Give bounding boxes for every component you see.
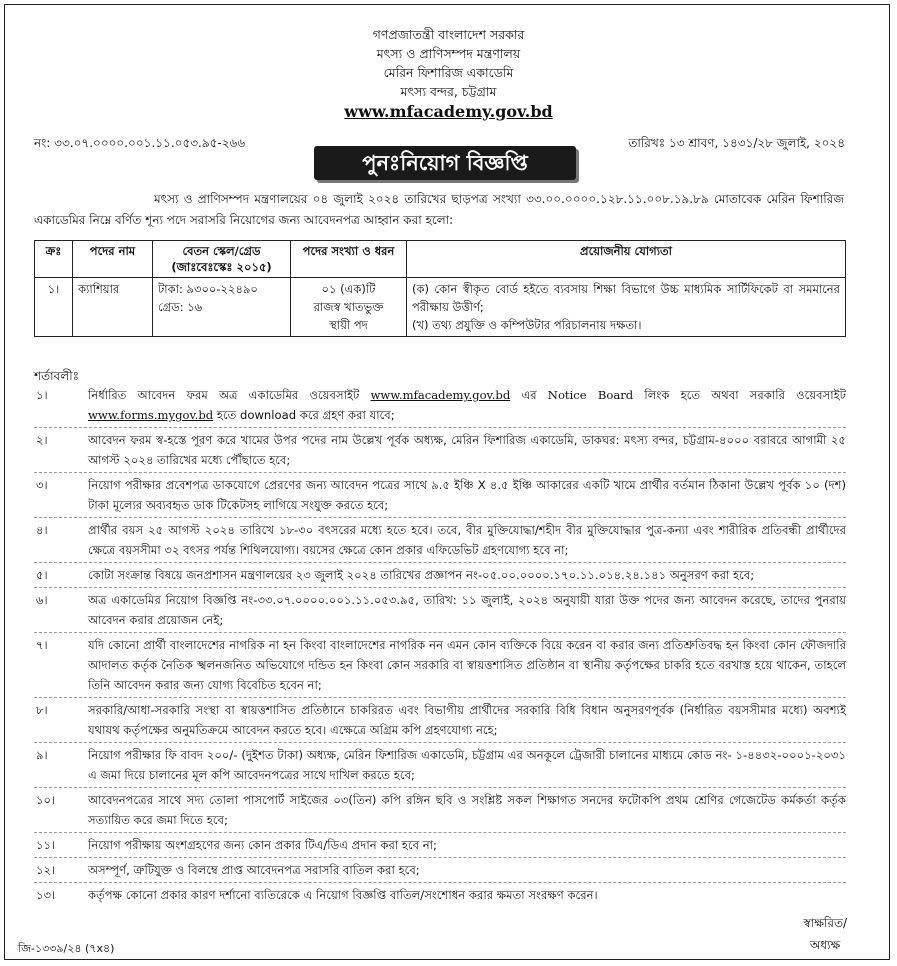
terms-heading: শর্তাবলীঃ bbox=[34, 369, 80, 383]
header-academy: মেরিন ফিশারিজ একাডেমি bbox=[383, 65, 514, 80]
list-item bbox=[34, 743, 846, 788]
term-text: আবেদনপত্রের সাথে সদ্য তোলা পাসপোর্ট সাইজের ০৩(তিন) কপি রঙ্গিন ছবি ও সংশ্লিষ্ট সকল শিক্ষাগত সনদের ফটোকপি প্রথম শ্রেণির গেজেটেড কর্মকর্তা কর্তৃক সত্যায়িত করে জমা দিতে হবে; bbox=[88, 793, 846, 827]
memo-number: নং: ৩৩.০৭.০০০০.০০১.১১.০৫৩.৯৫-২৬৬ bbox=[34, 136, 246, 150]
term-number: ২। bbox=[36, 433, 48, 447]
term-number: ৩। bbox=[36, 478, 48, 492]
term-text bbox=[88, 385, 846, 425]
term-text: প্রার্থীর বয়স ২৫ আগস্ট ২০২৪ তারিখে ১৮-৩০ বৎসরের মধ্যে হতে হবে। তবে, বীর মুক্তিযোদ্ধা/শহীদ বীর মুক্তিযোদ্ধার পুত্র-কন্যা এবং শারীরিক প্রতিবন্ধী প্রার্থীদের ক্ষেত্রে বয়সসীমা ৩২ বৎসর পর্যন্ত শিথিলযোগ্য। বয়সের ক্ষেত্রে কোন প্রকার এফিডেভিট গ্রহণযোগ্য হবে না; bbox=[88, 523, 846, 557]
header-website-link[interactable]: www.mfacademy.gov.bd bbox=[344, 102, 553, 121]
academy-website-link[interactable]: www.mfacademy.gov.bd bbox=[370, 388, 511, 402]
list-item bbox=[34, 833, 846, 858]
qualification-a: (ক) কোন স্বীকৃত বোর্ড হইতে ব্যবসায় শিক্ষা বিভাগে উচ্চ মাধ্যমিক সার্টিফিকেট বা সমমানের পরীক্ষায় উত্তীর্ণ; bbox=[412, 282, 840, 314]
list-item bbox=[34, 428, 846, 473]
term-text: অত্র একাডেমির নিয়োগ বিজ্ঞপ্তি নং-৩৩.০৭.০০০০.০০১.১১.০৫৩.৯৫, তারিখ: ১১ জুলাই, ২০২৪ অনুযায়ী যারা উক্ত পদের জন্য আবেদন করেছে, তাদের পুনরায় আবেদন করার প্রয়োজন নেই; bbox=[88, 593, 846, 627]
row-type-permanent: স্থায়ী পদ bbox=[329, 318, 368, 332]
row-count: ০১ (এক)টি bbox=[321, 282, 376, 296]
list-item bbox=[34, 563, 846, 588]
term-text: নিয়োগ পরীক্ষার প্রবেশপত্র ডাকযোগে প্রেরণের জন্য আবেদন পত্রের সাথে ৯.৫ ইঞ্চি X ৪.৫ ইঞ্চি আকারের একটি খামে প্রার্থীর বর্তমান ঠিকানা উল্লেখ পূর্বক ১০ (দশ) টাকা মূল্যের অব্যবহৃত ডাক টিকেটসহ লাগিয়ে সংযুক্ত করতে হবে; bbox=[88, 478, 846, 512]
term-number: ৮। bbox=[36, 703, 48, 717]
term-text: কোটা সংক্রান্ত বিষয়ে জনপ্রশাসন মন্ত্রণালয়ের ২৩ জুলাই ২০২৪ তারিখের প্রজ্ঞাপন নং-০৫.০০.০০০০.১৭০.১১.০১৪.২৪.১৪১ অনুসরণ করা হবে; bbox=[88, 568, 755, 582]
list-item bbox=[34, 518, 846, 563]
signature-designation: অধ্যক্ষ bbox=[810, 938, 841, 952]
col-qualification: প্রয়োজনীয় যোগ্যতা bbox=[407, 241, 846, 278]
row-post-name: ক্যাশিয়ার bbox=[73, 278, 153, 337]
term-text: যদি কোনো প্রার্থী বাংলাদেশের নাগরিক না হন কিংবা বাংলাদেশের নাগরিক নন এমন কোন ব্যক্তিকে বিয়ে করেন বা করার জন্য প্রতিশ্রুতিবদ্ধ হন কিংবা কোন ফৌজদারি আদালত কর্তৃক নৈতিক স্খলনজনিত অভিযোগে দন্ডিত হন কিংবা কোন সরকারি বা স্বায়ত্তশাসিত প্রতিষ্ঠান বা স্থানীয় কর্তৃপক্ষের চাকরি হতে বরখাস্ত হয়ে থাকেন, তাহলে তিনি আবেদন করার জন্য যোগ্য বিবেচিত হবেন না; bbox=[88, 638, 846, 692]
term-number: ১২। bbox=[36, 863, 56, 877]
row-serial: ১। bbox=[35, 278, 73, 337]
list-item bbox=[34, 883, 846, 907]
term-text: কর্তৃপক্ষ কোনো প্রকার কারণ দর্শানো ব্যতিরেকে এ নিয়োগ বিজ্ঞপ্তি বাতিল/সংশোধন করার ক্ষমতা সংরক্ষণ করেন। bbox=[88, 888, 598, 902]
table-row bbox=[35, 278, 846, 337]
terms-list bbox=[34, 383, 846, 907]
term-number: ৭। bbox=[36, 638, 48, 652]
term-text-part: নির্ধারিত আবেদন ফরম অত্র একাডেমির ওয়েবসাইট bbox=[88, 388, 371, 402]
term-text: নিয়োগ পরীক্ষায় অংশগ্রহণের জন্য কোন প্রকার টিএ/ডিএ প্রদান করা হবে না; bbox=[88, 838, 437, 852]
qualification-b: (খ) তথ্য প্রযুক্তি ও কম্পিউটার পরিচালনায় দক্ষতা। bbox=[412, 318, 642, 332]
intro-paragraph: মৎস্য ও প্রাণিসম্পদ মন্ত্রণালয়ের ০৪ জুলাই ২০২৪ তারিখের ছাড়পত্র সংখ্যা ৩৩.০০.০০০০.১২৮.১১.০০৮.১৯.৮৯ মোতাবেক মেরিন ফিশারিজ একাডেমির নিম্নে বর্ণিত শূন্য পদে সরাসরি নিয়োগের জন্য আবেদনপত্র আহ্বান করা হলো: bbox=[34, 192, 844, 227]
row-post-count bbox=[291, 278, 407, 337]
vacancy-table bbox=[34, 240, 846, 337]
list-item bbox=[34, 473, 846, 518]
term-number: ১১। bbox=[36, 838, 56, 852]
col-pay-scale: বেতন স্কেল/গ্রেড (জাঃবেঃস্কেঃ ২০১৫) bbox=[153, 241, 291, 278]
term-number: ১০। bbox=[36, 793, 56, 807]
header-address: মৎস্য বন্দর, চট্টগ্রাম bbox=[400, 84, 497, 99]
signature-block bbox=[803, 912, 847, 956]
row-scale: টাকা: ৯৩০০-২২৪৯০ bbox=[158, 282, 258, 296]
list-item bbox=[34, 858, 846, 883]
row-pay-scale bbox=[153, 278, 291, 337]
table-header-row bbox=[35, 241, 846, 278]
row-type-revenue: রাজস্ব খাতভুক্ত bbox=[313, 300, 384, 314]
col-serial: ক্রঃ bbox=[35, 241, 73, 278]
list-item bbox=[34, 698, 846, 743]
term-text-part: এর Notice Board লিংক হতে অথবা সরকারি ওয়েবসাইট bbox=[510, 388, 846, 402]
forms-website-link[interactable]: www.forms.mygov.bd bbox=[88, 408, 214, 422]
list-item bbox=[34, 588, 846, 633]
term-number: ১৩। bbox=[36, 888, 56, 902]
signature-signed: স্বাক্ষরিত/ bbox=[803, 916, 847, 930]
notice-title: পুনঃনিয়োগ বিজ্ঞপ্তি bbox=[314, 146, 576, 180]
term-number: ৪। bbox=[36, 523, 48, 537]
notice-date: তারিখঃ ১৩ শ্রাবণ, ১৪৩১/২৮ জুলাই, ২০২৪ bbox=[628, 136, 845, 150]
list-item bbox=[34, 788, 846, 833]
header-govt: গণপ্রজাতন্ত্রী বাংলাদেশ সরকার bbox=[372, 27, 525, 42]
term-text: সরকারি/আধা-সরকারি সংস্থা বা স্বায়ত্তশাসিত প্রতিষ্ঠানে চাকরিরত এবং বিভাগীয় প্রার্থীদের সরকারি বিধি বিধান অনুসরণপূর্বক (নির্ধারিত বয়সসীমার মধ্যে) অবশ্যই যথাযথ কর্তৃপক্ষের অনুমতিক্রমে আবেদন করতে হবে। এক্ষেত্রে অগ্রিম কপি গ্রহণযোগ্য নহে; bbox=[88, 703, 846, 737]
col-post-name: পদের নাম bbox=[73, 241, 153, 278]
row-qualification bbox=[407, 278, 846, 337]
term-number: ৯। bbox=[36, 748, 48, 762]
list-item bbox=[34, 633, 846, 698]
term-text: নিয়োগ পরীক্ষার ফি বাবদ ২০০/- (দুইশত টাকা) অধ্যক্ষ, মেরিন ফিশারিজ একাডেমি, চট্টগ্রাম এর অনকূলে ট্রেজারী চালানের মাধ্যমে কোড নং- ১-৪৪৩২-০০০১-২০৩১ এ জমা দিয়ে চালানের মূল কপি আবেদনপত্রের সাথে দাখিল করতে হবে; bbox=[88, 748, 846, 782]
term-number: ৬। bbox=[36, 593, 48, 607]
col-post-count: পদের সংখ্যা ও ধরন bbox=[291, 241, 407, 278]
list-item bbox=[34, 383, 846, 428]
term-number: ১। bbox=[36, 388, 48, 402]
term-text-part: হতে download করে গ্রহণ করা যাবে; bbox=[213, 408, 395, 422]
header-ministry: মৎস্য ও প্রাণিসম্পদ মন্ত্রণালয় bbox=[376, 46, 521, 61]
term-text: আবেদন ফরম স্ব-হস্তে পূরণ করে খামের উপর পদের নাম উল্লেখ পূর্বক অধ্যক্ষ, মেরিন ফিশারিজ একাডেমি, ডাকঘর: মৎস্য বন্দর, চট্টগ্রাম-৪০০০ বরাবরে আগামী ২৫ আগস্ট ২০২৪ তারিখের মধ্যে পৌঁছাতে হবে; bbox=[88, 433, 846, 467]
term-number: ৫। bbox=[36, 568, 48, 582]
footer-code: জি-১৩৩৯/২৪ (৭x৪) bbox=[18, 942, 115, 955]
row-grade: গ্রেড: ১৬ bbox=[158, 300, 203, 314]
term-text: অসম্পূর্ণ, ত্রুটিযুক্ত ও বিলম্বে প্রাপ্ত আবেদনপত্র সরাসরি বাতিল করা হবে; bbox=[88, 863, 420, 877]
